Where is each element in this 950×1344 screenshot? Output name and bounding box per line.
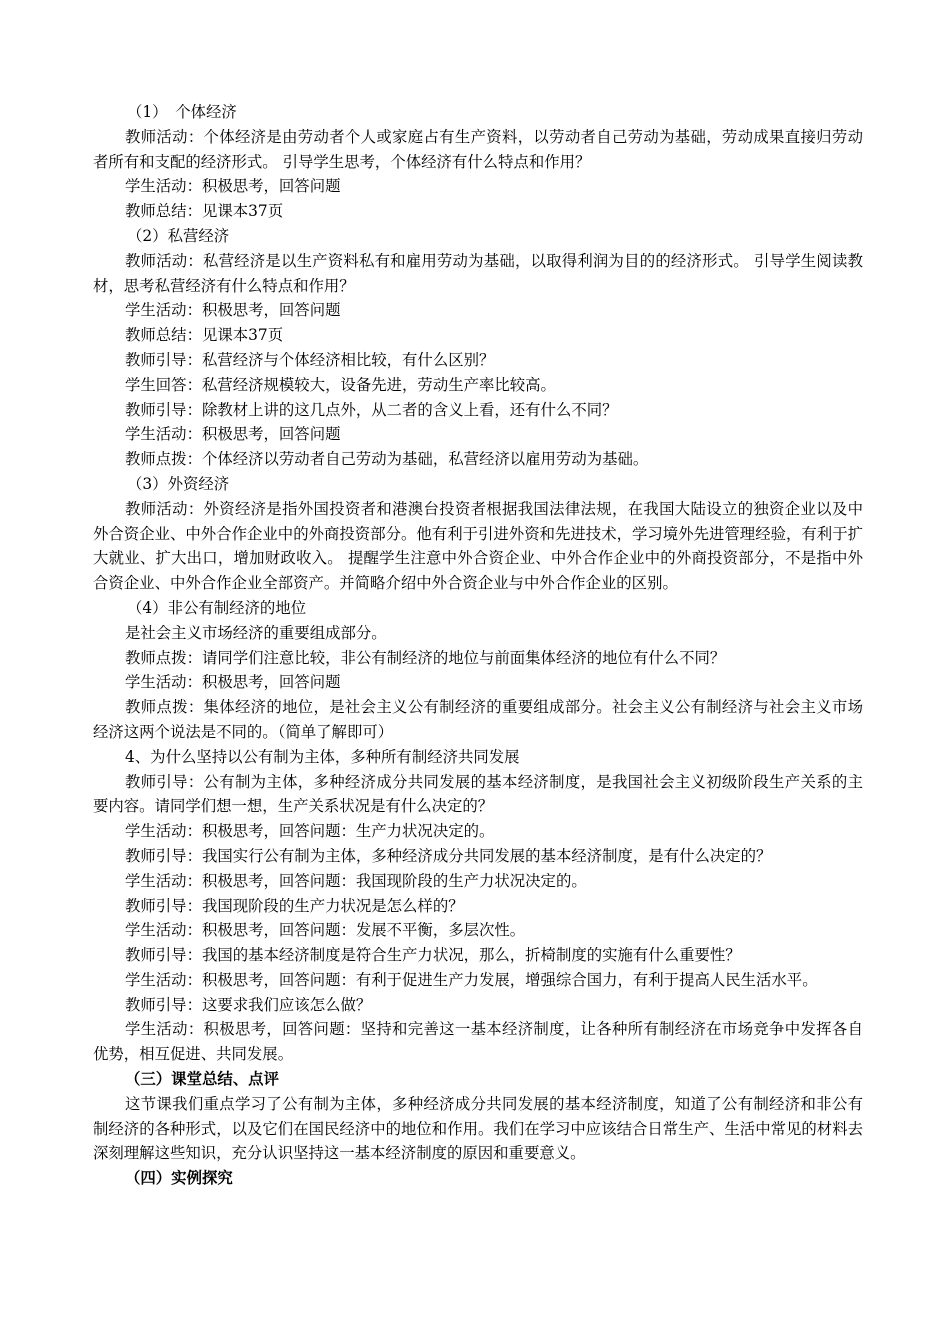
paragraph: 学生活动：积极思考，回答问题：坚持和完善这一基本经济制度，让各种所有制经济在市场竞争中发挥各自优势，相互促进、共同发展。 (93, 1020, 863, 1064)
paragraph: 教师总结：见课本37页 (125, 326, 284, 345)
heading-individual-economy: （1） 个体经济 (127, 103, 237, 121)
paragraph: 教师活动：外资经济是指外国投资者和港澳台投资者根据我国法律法规，在我国大陆设立的独资企业以及中外合资企业、中外合作企业中的外商投资部分。他有利于引进外资和先进技术，学习境外先进管理经验，有利于扩大就业、扩大出口，增加财政收入。 提醒学生注意中外合资企业、中外合作企业中的外商投资部分，不是指中外合资企业、中外合作企业全部资产。并简略介绍中外合资企业与中外合作企业的区别。 (93, 499, 863, 593)
paragraph: 教师点拨：请同学们注意比较，非公有制经济的地位与前面集体经济的地位有什么不同？ (125, 648, 726, 667)
paragraph: 学生活动：积极思考，回答问题 (125, 425, 341, 444)
paragraph: 教师活动：私营经济是以生产资料私有和雇用劳动为基础，以取得利润为目的的经济形式。 引导学生阅读教材，思考私营经济有什么特点和作用？ (93, 251, 863, 295)
paragraph: 学生活动：积极思考，回答问题：有利于促进生产力发展，增强综合国力，有利于提高人民生活水平。 (125, 970, 818, 989)
paragraph: 教师引导：除教材上讲的这几点外，从二者的含义上看，还有什么不同？ (125, 400, 618, 419)
summary-paragraph: 这节课我们重点学习了公有制为主体，多种经济成分共同发展的基本经济制度，知道了公有制经济和非公有制经济的各种形式，以及它们在国民经济中的地位和作用。我们在学习中应该结合日常生产、生活中常见的材料去深刻理解这些知识，充分认识坚持这一基本经济制度的原因和重要意义。 (93, 1094, 863, 1163)
paragraph: 教师活动：个体经济是由劳动者个人或家庭占有生产资料，以劳动者自己劳动为基础，劳动成果直接归劳动者所有和支配的经济形式。 引导学生思考，个体经济有什么特点和作用？ (93, 127, 863, 171)
heading-foreign-economy: （3）外资经济 (127, 474, 230, 493)
heading-non-public-status: （4）非公有制经济的地位 (127, 598, 307, 617)
paragraph: 学生活动：积极思考，回答问题 (125, 177, 341, 196)
paragraph: 教师引导：我国的基本经济制度是符合生产力状况，那么，折椅制度的实施有什么重要性？ (125, 946, 741, 965)
paragraph: 教师引导：这要求我们应该怎么做？ (125, 995, 372, 1014)
paragraph: 教师总结：见课本37页 (125, 202, 284, 221)
paragraph: 是社会主义市场经济的重要组成部分。 (125, 623, 387, 642)
paragraph: 教师点拨：集体经济的地位，是社会主义公有制经济的重要组成部分。社会主义公有制经济与社会主义市场经济这两个说法是不同的。（简单了解即可） (93, 698, 863, 741)
paragraph: 教师引导：我国实行公有制为主体，多种经济成分共同发展的基本经济制度，是有什么决定的？ (125, 846, 772, 865)
paragraph: 学生活动：积极思考，回答问题：发展不平衡，多层次性。 (125, 921, 526, 940)
paragraph: 教师引导：公有制为主体，多种经济成分共同发展的基本经济制度，是我国社会主义初级阶段生产关系的主要内容。请同学们想一想，生产关系状况是有什么决定的？ (93, 772, 863, 816)
paragraph: 学生活动：积极思考，回答问题 (125, 301, 341, 320)
paragraph: 教师引导：私营经济与个体经济相比较，有什么区别？ (125, 350, 495, 369)
document-page (93, 100, 863, 1191)
paragraph: 学生活动：积极思考，回答问题 (125, 673, 341, 692)
section-heading-summary: （三）课堂总结、点评 (125, 1070, 279, 1089)
paragraph: 学生回答：私营经济规模较大，设备先进，劳动生产率比较高。 (125, 375, 556, 394)
heading-private-economy: （2）私营经济 (127, 226, 230, 245)
paragraph: 学生活动：积极思考，回答问题：我国现阶段的生产力状况决定的。 (125, 871, 587, 890)
paragraph: 学生活动：积极思考，回答问题：生产力状况决定的。 (125, 822, 495, 841)
section-heading-case-study: （四）实例探究 (125, 1169, 233, 1188)
section-heading-4: 4、为什么坚持以公有制为主体，多种所有制经济共同发展 (125, 747, 520, 766)
paragraph: 教师引导：我国现阶段的生产力状况是怎么样的？ (125, 896, 464, 915)
paragraph: 教师点拨：个体经济以劳动者自己劳动为基础，私营经济以雇用劳动为基础。 (125, 450, 649, 469)
